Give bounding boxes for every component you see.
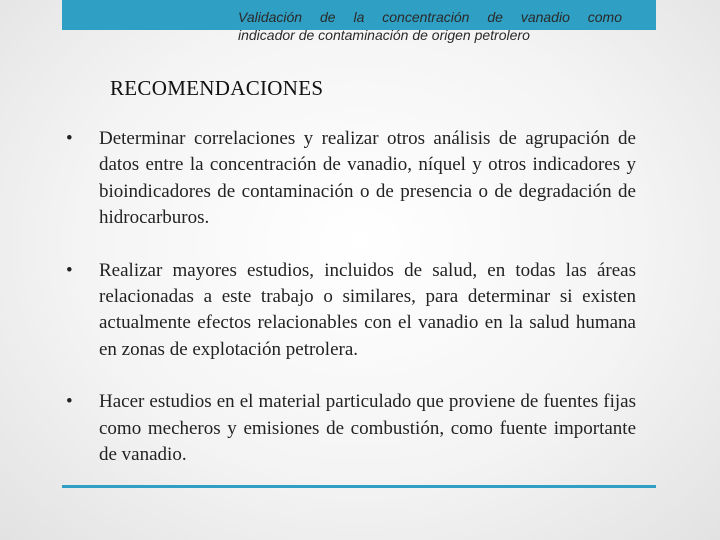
header-title-line-2: indicador de contaminación de origen petrolero bbox=[238, 27, 530, 43]
footer-divider bbox=[62, 485, 656, 488]
bullet-icon: • bbox=[66, 391, 73, 413]
section-title: RECOMENDACIONES bbox=[110, 76, 324, 100]
list-item bbox=[66, 258, 636, 364]
recommendations-list bbox=[66, 126, 636, 468]
bullet-text: Determinar correlaciones y realizar otros análisis de agrupación de datos entre la concentración de vanadio, níquel y otros indicadores y bioindicadores de contaminación o de presencia o de degradación de hidrocarburos. bbox=[99, 128, 636, 229]
bullet-icon: • bbox=[66, 259, 73, 281]
list-item bbox=[66, 126, 636, 232]
header-title-line-1: Validación de la concentración de vanadio como bbox=[238, 9, 622, 25]
slide-header-title bbox=[238, 8, 622, 44]
bullet-icon: • bbox=[66, 128, 73, 149]
bullet-text: Realizar mayores estudios, incluidos de salud, en todas las áreas relacionadas a este trabajo o similares, para determinar si existen actualmente efectos relacionables con el vanadio en la salud humana en zonas de explotación petrolera. bbox=[99, 259, 636, 360]
list-item bbox=[66, 389, 636, 468]
bullet-text: Hacer estudios en el material particulado que proviene de fuentes fijas como mecheros y emisiones de combustión, como fuente importante de vanadio. bbox=[99, 391, 636, 466]
